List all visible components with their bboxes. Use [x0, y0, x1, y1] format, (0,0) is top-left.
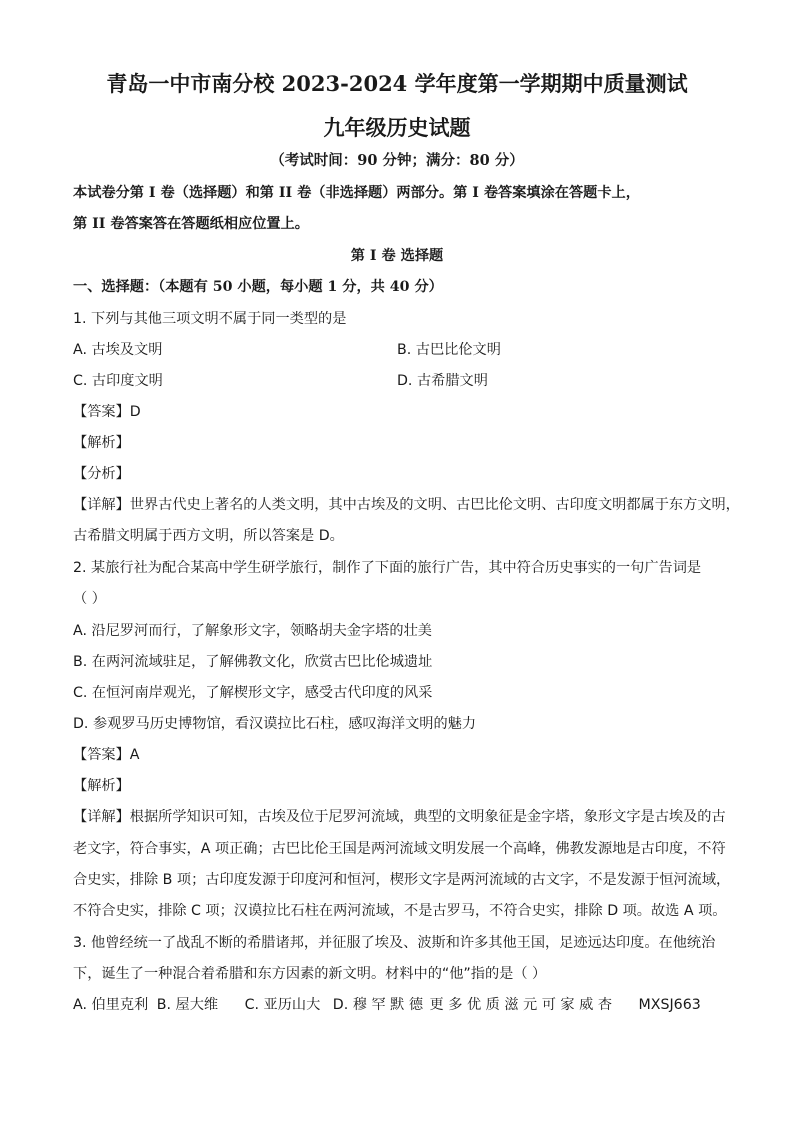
- q2-stem: 2. 某旅行社为配合某高中学生研学旅行，制作了下面的旅行广告，其中符合历史事实的一句广告词是: [73, 560, 702, 576]
- q2-detail-line-2: 老文字，符合事实，A 项正确；古巴比伦王国是两河流域文明发展一个高峰，佛教发源地是古印度，不符: [73, 841, 726, 857]
- q1-analysis-label: 【解析】: [73, 435, 130, 451]
- q1-option-d: D. 古希腊文明: [397, 373, 488, 389]
- exam-title: 青岛一中市南分校 2023-2024 学年度第一学期期中质量测试: [106, 71, 688, 96]
- q1-detail-line-2: 古希腊文明属于西方文明，所以答案是 D。: [73, 528, 344, 544]
- q2-analysis-label: 【解析】: [73, 778, 130, 794]
- q1-option-c: C. 古印度文明: [73, 373, 163, 389]
- q2-detail-line-4: 不符合史实，排除 C 项；汉谟拉比石柱在两河流域，不是古罗马，不符合史实，排除 D 项。故选 A 项。: [73, 903, 727, 919]
- q3-watermark-text: 更 多 优 质 滋 元 可 家 威 杏: [429, 997, 613, 1013]
- instructions-line-1: 本试卷分第 I 卷（选择题）和第 II 卷（非选择题）两部分。第 I 卷答案填涂在答题卡上，: [73, 185, 640, 201]
- q2-option-c: C. 在恒河南岸观光，了解楔形文字，感受古代印度的风采: [73, 685, 433, 701]
- q3-code: MXSJ663: [638, 997, 701, 1013]
- q2-option-a: A. 沿尼罗河而行，了解象形文字，领略胡夫金字塔的壮美: [73, 623, 432, 639]
- part-heading: 一、选择题：（本题有 50 小题，每小题 1 分，共 40 分）: [73, 279, 443, 295]
- q1-detail-line-1: 【详解】世界古代史上著名的人类文明，其中古埃及的文明、古巴比伦文明、古印度文明都属于东方文明，: [73, 497, 740, 513]
- section-title: 第 I 卷 选择题: [350, 248, 444, 264]
- instructions-line-2: 第 II 卷答案答在答题纸相应位置上。: [73, 216, 309, 232]
- q1-option-a: A. 古埃及文明: [73, 342, 163, 358]
- q3-option-c: C. 亚历山大: [244, 997, 321, 1013]
- q2-detail-line-3: 合史实，排除 B 项；古印度发源于印度河和恒河，楔形文字是两河流域的古文字，不是发源于恒河流域，: [73, 872, 731, 888]
- q3-option-d: D. 穆 罕 默 德: [332, 997, 424, 1013]
- q2-option-d: D. 参观罗马历史博物馆，看汉谟拉比石柱，感叹海洋文明的魅力: [73, 716, 477, 732]
- q1-fenxi-label: 【分析】: [73, 466, 130, 482]
- exam-subtitle: 九年级历史试题: [323, 115, 471, 140]
- q3-option-a: A. 伯里克利: [73, 997, 149, 1013]
- q2-paren: （ ）: [73, 591, 106, 607]
- exam-info: （考试时间：90 分钟；满分：80 分）: [270, 152, 524, 169]
- q3-stem-line-2: 下，诞生了一种混合着希腊和东方因素的新文明。材料中的“他”指的是（ ）: [73, 966, 547, 982]
- q3-options: [73, 994, 701, 1014]
- q3-stem-line-1: 3. 他曾经统一了战乱不断的希腊诸邦，并征服了埃及、波斯和许多其他王国，足迹远达印度。在他统治: [73, 935, 716, 951]
- q2-detail-line-1: 【详解】根据所学知识可知，古埃及位于尼罗河流域，典型的文明象征是金字塔，象形文字是古埃及的古: [73, 809, 726, 825]
- q1-stem: 1. 下列与其他三项文明不属于同一类型的是: [73, 311, 347, 327]
- q2-answer: 【答案】A: [73, 747, 140, 763]
- q3-option-b: B. 屋大维: [156, 997, 219, 1013]
- q1-option-b: B. 古巴比伦文明: [397, 342, 501, 358]
- q1-answer: 【答案】D: [73, 404, 141, 420]
- q2-option-b: B. 在两河流域驻足，了解佛教文化，欣赏古巴比伦城遗址: [73, 654, 433, 670]
